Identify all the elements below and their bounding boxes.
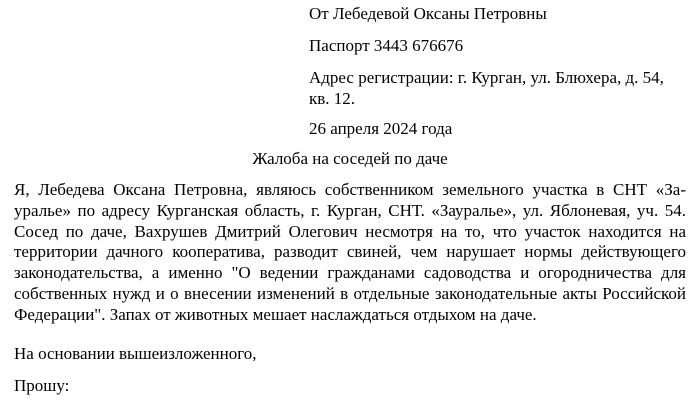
complaint-paragraph: Я, Лебедева Оксана Петровна, являюсь собственником земельного участка в СНТ «Зауралье» по адресу Курганская область, г. Курган, СНТ. «Зауралье», ул. Яблоневая, уч. 54. Сосед по даче, Вахрушев Дмитрий Олегович несмотря на то, что участок находится на территории дачного кооператива, разводит свиней, чем нарушает нормы действующего законодательства, а именно "О ведении гражданами садоводства и огородничества для собственных нужд и о внесении изменений в отдельные законодательные акты Российской Федерации". Запах от животных мешает наслаждаться отдыхом на даче. [14,180,686,324]
sender-address-line-2: кв. 12. [309,89,356,108]
basis-line: На основании вышеизложенного, [14,344,257,363]
sender-name: От Лебедевой Оксаны Петровны [309,4,547,23]
sender-passport: Паспорт 3443 676676 [309,36,464,55]
request-line: Прошу: [14,376,70,395]
document-date: 26 апреля 2024 года [309,119,453,138]
document-title: Жалоба на соседей по даче [252,149,448,168]
sender-address-line-1: Адрес регистрации: г. Курган, ул. Блюхера, д. 54, [309,68,664,87]
